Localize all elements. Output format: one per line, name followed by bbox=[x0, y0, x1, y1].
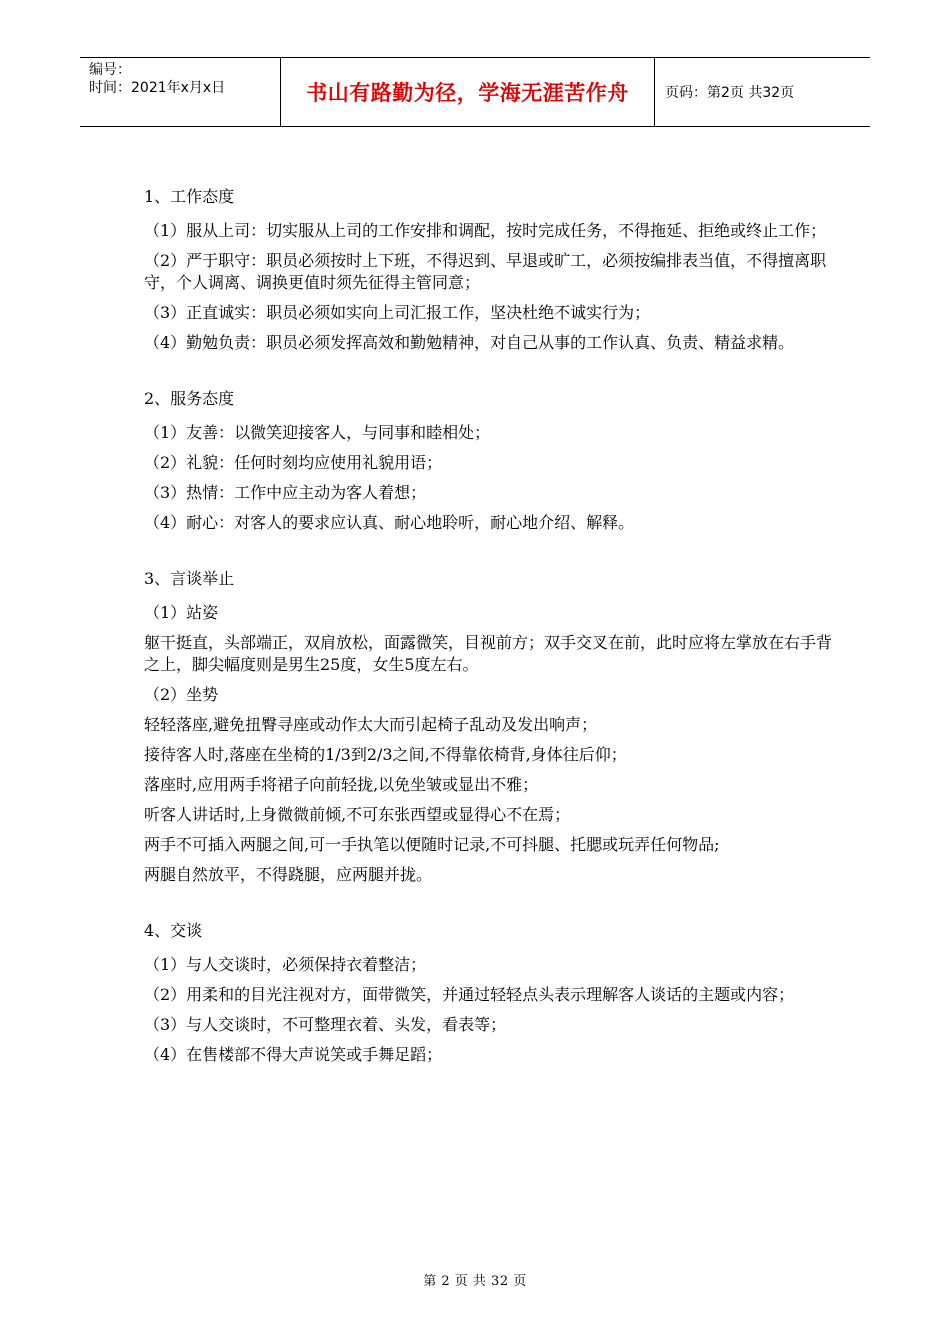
number-label: 编号： bbox=[89, 62, 131, 78]
section-heading: 1、工作态度 bbox=[144, 187, 235, 206]
paragraph: （2）礼貌：任何时刻均应使用礼貌用语； bbox=[144, 453, 443, 472]
section-heading: 3、言谈举止 bbox=[144, 569, 235, 588]
paragraph: 两手不可插入两腿之间,可一手执笔以便随时记录,不可抖腿、托腮或玩弄任何物品; bbox=[144, 835, 720, 854]
page-footer: 第 2 页 共 32 页 bbox=[423, 1274, 527, 1289]
section-conversation bbox=[144, 920, 834, 1066]
paragraph: 躯干挺直，头部端正，双肩放松，面露微笑，目视前方；双手交叉在前，此时应将左掌放在右手背之上，脚尖幅度则是男生25度，女生5度左右。 bbox=[144, 633, 833, 674]
paragraph: 接待客人时,落座在坐椅的1/3到2/3之间,不得靠依椅背,身体往后仰； bbox=[144, 745, 627, 764]
paragraph: （2）坐势 bbox=[144, 685, 219, 704]
section-heading: 2、服务态度 bbox=[144, 389, 235, 408]
paragraph: （3）与人交谈时，不可整理衣着、头发，看表等； bbox=[144, 1015, 507, 1034]
paragraph: （2）严于职守：职员必须按时上下班，不得迟到、早退或旷工，必须按编排表当值，不得擅离职守，个人调离、调换更值时须先征得主管同意； bbox=[144, 251, 827, 292]
paragraph: 听客人讲话时,上身微微前倾,不可东张西望或显得心不在焉； bbox=[144, 805, 571, 824]
paragraph: 轻轻落座,避免扭臀寻座或动作太大而引起椅子乱动及发出响声； bbox=[144, 715, 598, 734]
header-meta bbox=[80, 58, 281, 126]
time-label: 时间：2021年x月x日 bbox=[89, 80, 226, 96]
section-service-attitude bbox=[144, 388, 834, 534]
paragraph: （4）在售楼部不得大声说笑或手舞足蹈； bbox=[144, 1045, 443, 1064]
paragraph: （1）友善：以微笑迎接客人，与同事和睦相处； bbox=[144, 423, 491, 442]
section-work-attitude bbox=[144, 186, 834, 354]
paragraph: （1）与人交谈时，必须保持衣着整洁； bbox=[144, 955, 427, 974]
paragraph: 落座时,应用两手将裙子向前轻拢,以免坐皱或显出不雅； bbox=[144, 775, 539, 794]
page-info: 页码：第2页 共32页 bbox=[665, 85, 795, 101]
paragraph: （3）正直诚实：职员必须如实向上司汇报工作，坚决杜绝不诚实行为； bbox=[144, 303, 651, 322]
paragraph: （4）勤勉负责：职员必须发挥高效和勤勉精神，对自己从事的工作认真、负责、精益求精。 bbox=[144, 333, 795, 352]
paragraph: （2）用柔和的目光注视对方，面带微笑，并通过轻轻点头表示理解客人谈话的主题或内容； bbox=[144, 985, 795, 1004]
header-table bbox=[80, 57, 870, 127]
paragraph: （3）热情：工作中应主动为客人着想； bbox=[144, 483, 427, 502]
paragraph: （1）服从上司：切实服从上司的工作安排和调配，按时完成任务，不得拖延、拒绝或终止工作； bbox=[144, 221, 827, 240]
paragraph: （4）耐心：对客人的要求应认真、耐心地聆听，耐心地介绍、解释。 bbox=[144, 513, 635, 532]
document-body bbox=[144, 186, 834, 1100]
section-heading: 4、交谈 bbox=[144, 921, 203, 940]
section-manners bbox=[144, 568, 834, 886]
paragraph: （1）站姿 bbox=[144, 603, 219, 622]
motto: 书山有路勤为径，学海无涯苦作舟 bbox=[281, 58, 655, 126]
paragraph: 两腿自然放平，不得跷腿，应两腿并拢。 bbox=[144, 865, 433, 884]
